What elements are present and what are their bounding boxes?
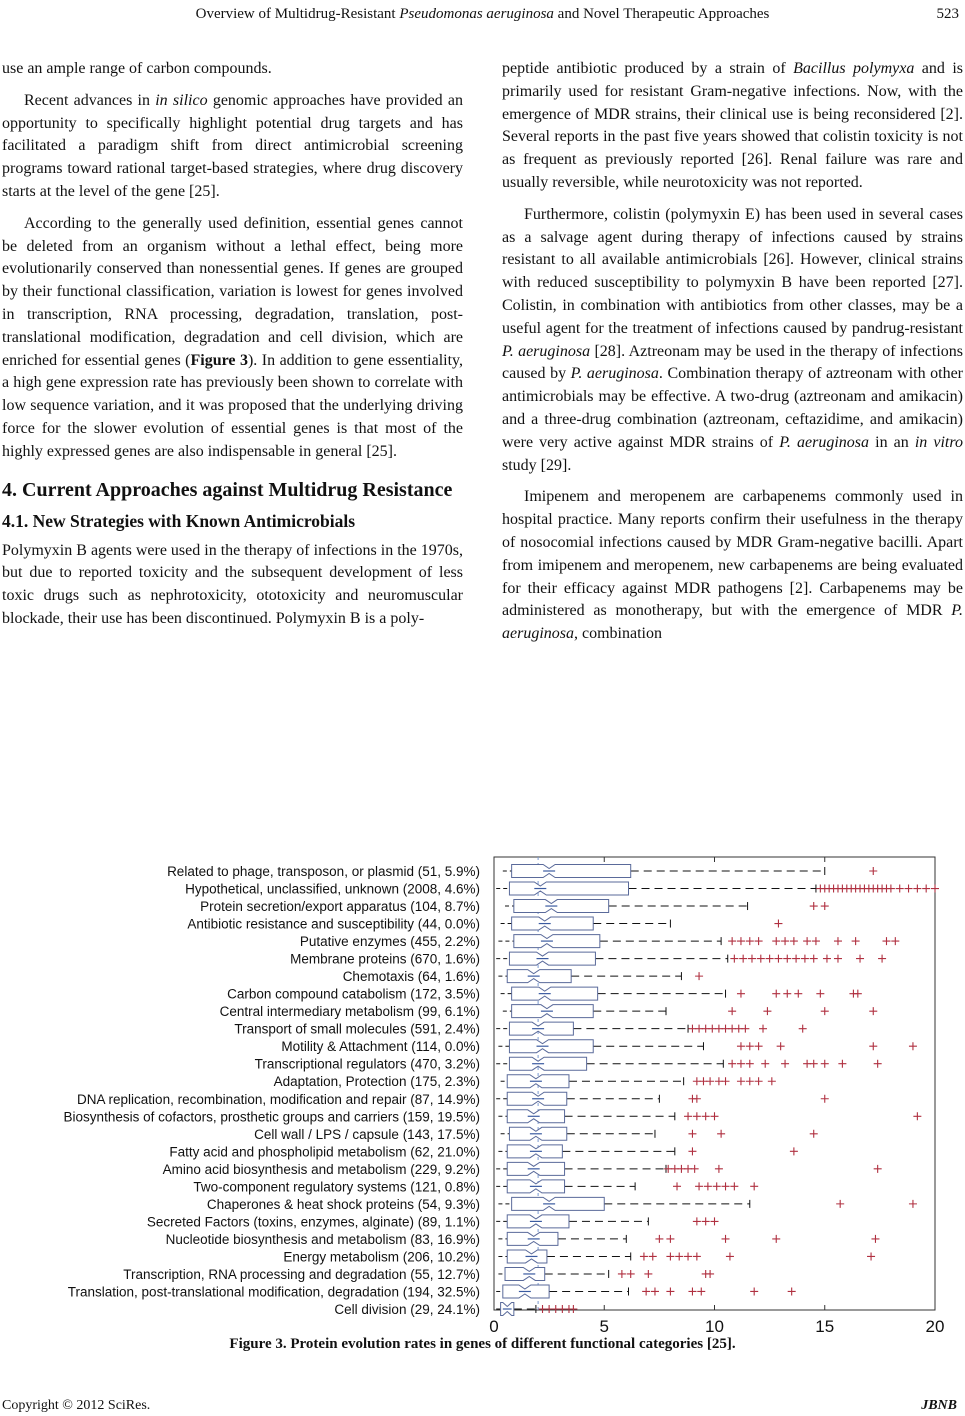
outlier-marker (838, 1060, 846, 1068)
category-label: Two-component regulatory systems (121, 0.8%) (193, 1179, 480, 1195)
outlier-marker (834, 937, 842, 945)
page-footer (2, 1398, 957, 1414)
outlier-marker (737, 990, 745, 998)
category-label: Protein secretion/export apparatus (104, 8.7%) (200, 899, 480, 915)
outlier-marker (882, 937, 890, 945)
outlier-marker (627, 1270, 635, 1278)
outlier-marker (774, 920, 782, 928)
box (509, 1057, 586, 1070)
outlier-marker (737, 1060, 745, 1068)
outlier-marker (706, 1270, 714, 1278)
outlier-marker (640, 1252, 648, 1260)
outlier-marker (878, 955, 886, 963)
text-run: Recent advances in (24, 91, 156, 109)
box (509, 882, 628, 895)
text-run: , combination (574, 625, 662, 643)
text-run: . Combination therapy of aztreonam with other antimicrobials may be effective. A two-drug (aztreonam and amikacin) and a three-drug combination (aztreonam, ceftazidime, and amikacin) were very active against MDR strains of (502, 365, 964, 451)
outlier-marker (688, 1147, 696, 1155)
outlier-marker (684, 1112, 692, 1120)
outlier-marker (726, 1252, 734, 1260)
figure-caption: Figure 3. Protein evolution rates in genes of different functional categories [25]. (229, 1336, 736, 1352)
outlier-marker (750, 1182, 758, 1190)
box (512, 865, 631, 878)
subsection-heading: 4.1. New Strategies with Known Antimicrobials (2, 510, 356, 531)
outlier-marker (702, 1217, 710, 1225)
journal-abbrev: JBNB (921, 1398, 957, 1413)
outlier-marker (891, 937, 899, 945)
outlier-marker (774, 955, 782, 963)
text-run-italic: in silico (155, 91, 208, 109)
outlier-marker (790, 937, 798, 945)
outlier-marker (755, 1077, 763, 1085)
outlier-marker (836, 1200, 844, 1208)
category-label: Hypothetical, unclassified, unknown (2008, 4.6%) (185, 881, 480, 897)
outlier-marker (801, 955, 809, 963)
outlier-marker (788, 1287, 796, 1295)
outlier-marker (748, 955, 756, 963)
paragraph (2, 213, 463, 464)
section-heading: 4. Current Approaches against Multidrug Resistance (2, 478, 453, 501)
category-label: Translation, post-translational modification, degradation (194, 32.5%) (67, 1284, 480, 1300)
category-label: Membrane proteins (670, 1.6%) (290, 951, 480, 967)
outlier-marker (783, 990, 791, 998)
text-run-italic: P. aeruginosa (570, 365, 659, 383)
outlier-marker (790, 1147, 798, 1155)
outlier-marker (715, 1165, 723, 1173)
category-label: Putative enzymes (455, 2.2%) (299, 934, 480, 950)
outlier-marker (711, 1217, 719, 1225)
outlier-marker (869, 867, 877, 875)
outlier-marker (746, 1060, 754, 1068)
category-label: Transport of small molecules (591, 2.4%) (234, 1021, 480, 1037)
category-label: Biosynthesis of cofactors, prosthetic groups and carriers (159, 19.5%) (63, 1109, 480, 1125)
box (512, 917, 594, 930)
outlier-marker (666, 1252, 674, 1260)
outlier-marker (867, 1252, 875, 1260)
outlier-marker (777, 1042, 785, 1050)
category-label: Fatty acid and phospholipid metabolism (62, 21.0%) (169, 1144, 480, 1160)
text-run: peptide antibiotic produced by a strain of (502, 60, 794, 77)
outlier-marker (887, 885, 895, 893)
box (514, 900, 609, 913)
outlier-marker (693, 1095, 701, 1103)
paragraph: use an ample range of carbon compounds. (2, 60, 272, 77)
outlier-marker (757, 955, 765, 963)
category-label: Chaperones & heat shock proteins (54, 9.3%) (206, 1196, 480, 1212)
outlier-marker (834, 955, 842, 963)
outlier-marker (737, 937, 745, 945)
outlier-marker (693, 1217, 701, 1225)
running-title-part: Overview of Multidrug-Resistant (195, 6, 400, 22)
outlier-marker (728, 1060, 736, 1068)
category-label: Related to phage, transposon, or plasmid (51, 5.9%) (167, 864, 480, 879)
outlier-marker (821, 902, 829, 910)
x-tick-label: 15 (815, 1317, 835, 1335)
outlier-marker (655, 1235, 663, 1243)
outlier-marker (856, 955, 864, 963)
outlier-marker (763, 1007, 771, 1015)
category-label: Chemotaxis (64, 1.6%) (342, 969, 480, 985)
outlier-marker (913, 885, 921, 893)
right-column (502, 58, 963, 655)
outlier-marker (722, 1077, 730, 1085)
outlier-marker (823, 955, 831, 963)
outlier-marker (737, 1042, 745, 1050)
outlier-marker (651, 1287, 659, 1295)
outlier-marker (783, 955, 791, 963)
x-tick-label: 20 (925, 1317, 945, 1335)
boxplot-chart (0, 855, 965, 1335)
paragraph (502, 58, 963, 195)
outlier-marker (821, 1007, 829, 1015)
outlier-marker (722, 1235, 730, 1243)
category-label: Adaptation, Protection (175, 2.3%) (273, 1074, 480, 1090)
outlier-marker (821, 1060, 829, 1068)
outlier-marker (869, 1007, 877, 1015)
outlier-marker (741, 1025, 749, 1033)
outlier-marker (755, 937, 763, 945)
running-title-part: and Novel Therapeutic Approaches (553, 6, 770, 22)
outlier-marker (642, 1287, 650, 1295)
outlier-marker (913, 1112, 921, 1120)
category-label: Central intermediary metabolism (99, 6.1%) (219, 1004, 480, 1020)
text-run-italic: in vitro (914, 433, 964, 451)
page-number: 523 (936, 6, 959, 22)
outlier-marker (772, 1235, 780, 1243)
outlier-marker (730, 1182, 738, 1190)
outlier-marker (792, 955, 800, 963)
box (512, 1197, 605, 1210)
outlier-marker (874, 1060, 882, 1068)
category-label: Antibiotic resistance and susceptibility (44, 0.0%) (187, 916, 480, 932)
outlier-marker (812, 937, 820, 945)
category-label: Secreted Factors (toxins, enzymes, alginate) (89, 1.1%) (146, 1214, 480, 1230)
box (509, 952, 595, 965)
outlier-marker (673, 1182, 681, 1190)
category-label: Energy metabolism (206, 10.2%) (283, 1249, 480, 1265)
outlier-marker (810, 1130, 818, 1138)
box (512, 987, 598, 1000)
paragraph (502, 486, 963, 646)
outlier-marker (746, 1077, 754, 1085)
x-tick-label: 10 (705, 1317, 724, 1335)
paragraph: Polymyxin B agents were used in the therapy of infections in the 1970s, but due to reported toxicity and the subsequent development of less toxic drugs such as nephrotoxicity, ototoxicity and neuromuscular blockade, their use has been discontinued. Polymyxin B is a poly- (2, 541, 463, 627)
outlier-marker (644, 1270, 652, 1278)
outlier-marker (794, 990, 802, 998)
outlier-marker (666, 1235, 674, 1243)
outlier-marker (896, 885, 904, 893)
outlier-marker (909, 1200, 917, 1208)
outlier-marker (704, 1182, 712, 1190)
outlier-marker (821, 1095, 829, 1103)
text-run: According to the generally used definition, essential genes cannot be deleted from an organism without a lethal effect, being more evolutionarily conserved than nonessential genes. If genes are grouped by their functional classification, variation is lowest for genes involved in transcription, RNA processing, degradation, translation, post-translational modification, degradation and cell division, which are enriched for essential genes ( (2, 214, 463, 369)
outlier-marker (905, 885, 913, 893)
outlier-marker (761, 1060, 769, 1068)
outlier-marker (713, 1182, 721, 1190)
category-label: Cell division (29, 24.1%) (334, 1302, 480, 1317)
text-run-italic: P. aeruginosa (502, 342, 591, 360)
outlier-marker (711, 1112, 719, 1120)
outlier-marker (728, 1007, 736, 1015)
box (509, 1040, 593, 1053)
outlier-marker (854, 990, 862, 998)
outlier-marker (799, 1025, 807, 1033)
outlier-marker (728, 937, 736, 945)
outlier-marker (772, 937, 780, 945)
outlier-marker (766, 955, 774, 963)
outlier-marker (706, 1077, 714, 1085)
text-run: Furthermore, colistin (polymyxin E) has been used in several cases as a salvage agent during therapy of infections caused by strains resistant to all available antimicrobials [26]. However, clinical strains with reduced susceptibility to polymyxin B have been reported [27]. Colistin, in combination with antibiotics from other classes, may be a useful agent for the treatment of infections caused by pandrug-resistant (502, 205, 963, 337)
text-run: and is primarily used for resistant Gram-negative infections. Now, with the emergence of MDR strains, their clinical use is being reconsidered [2]. Several reports in the past five years showed that colistin toxicity is not as frequent as previously reported [26]. Renal failure was rare and usually reversible, while neurotoxicity was not reported. (502, 60, 963, 191)
page-header (0, 6, 965, 26)
outlier-marker (746, 937, 754, 945)
outlier-marker (810, 902, 818, 910)
outlier-marker (666, 1287, 674, 1295)
text-run: study [29]. (502, 456, 572, 474)
outlier-marker (688, 1287, 696, 1295)
text-run: [28]. Aztreonam may be used in the therapy of infections caused by (502, 342, 964, 383)
outlier-marker (869, 1042, 877, 1050)
outlier-marker (874, 1165, 882, 1173)
outlier-marker (693, 1112, 701, 1120)
outlier-marker (909, 1042, 917, 1050)
outlier-marker (697, 1287, 705, 1295)
outlier-marker (746, 1042, 754, 1050)
outlier-marker (810, 1060, 818, 1068)
category-label: Motility & Attachment (114, 0.0%) (281, 1039, 480, 1055)
category-label: Transcription, RNA processing and degradation (55, 12.7%) (123, 1266, 480, 1282)
outlier-marker (649, 1252, 657, 1260)
outlier-marker (816, 990, 824, 998)
category-label: Transcriptional regulators (470, 3.2%) (254, 1056, 480, 1072)
outlier-marker (803, 937, 811, 945)
outlier-marker (737, 1077, 745, 1085)
text-run: genomic approaches have provided an opportunity to specifically highlight potential drug targets and has facilitated a paradigm shift from direct antimicrobial screening programs toward rational target-based strategies, where drug discovery starts at the level of the gene [25]. (2, 91, 464, 200)
category-label: Amino acid biosynthesis and metabolism (229, 9.2%) (162, 1161, 480, 1177)
x-tick-label: 0 (489, 1317, 499, 1335)
outlier-marker (781, 937, 789, 945)
outlier-marker (810, 955, 818, 963)
text-run-italic: Bacillus polymyxa (793, 60, 915, 77)
left-column (2, 58, 463, 640)
text-run: in an (869, 433, 915, 451)
outlier-marker (922, 885, 930, 893)
outlier-marker (675, 1252, 683, 1260)
outlier-marker (695, 1182, 703, 1190)
outlier-marker (691, 1165, 699, 1173)
figure-reference: Figure 3 (190, 351, 248, 369)
outlier-marker (569, 1305, 577, 1313)
running-title (0, 6, 965, 23)
running-title-italic: Pseudomonas aeruginosa (399, 6, 554, 22)
outlier-marker (739, 955, 747, 963)
box (514, 935, 600, 948)
outlier-marker (618, 1270, 626, 1278)
outlier-marker (688, 1130, 696, 1138)
outlier-marker (717, 1130, 725, 1138)
outlier-marker (750, 1287, 758, 1295)
category-label: Cell wall / LPS / capsule (143, 17.5%) (254, 1126, 480, 1142)
outlier-marker (931, 885, 939, 893)
paragraph (502, 204, 963, 478)
text-run-italic: P. aeruginosa (502, 602, 963, 643)
outlier-marker (730, 955, 738, 963)
outlier-marker (722, 1182, 730, 1190)
text-run: ). In addition to gene essentiality, a high gene expression rate has previously been shown to correlate with low sequence variation, and it was proposed that the underlying driving force for the slower evolution of essential genes is that most of the highly expressed genes are also indispensable in general [25]. (2, 351, 463, 460)
x-tick-label: 5 (599, 1317, 609, 1335)
outlier-marker (759, 1025, 767, 1033)
text-run: Imipenem and meropenem are carbapenems commonly used in hospital practice. Many reports confirm their usefulness in the therapy of nosocomial infections caused by MDR Gram-negative bacilli. Apart from imipenem and meropenem, new carbapenems are being evaluated for their efficacy against MDR pathogens [2]. Carbapenems may be administered as monotherapy, but with the emergence of MDR (502, 488, 963, 620)
copyright: Copyright © 2012 SciRes. (2, 1398, 151, 1413)
outlier-marker (702, 1112, 710, 1120)
category-label: DNA replication, recombination, modification and repair (87, 14.9%) (77, 1091, 480, 1107)
category-label: Carbon compound catabolism (172, 3.5%) (227, 986, 480, 1002)
outlier-marker (772, 990, 780, 998)
outlier-marker (852, 937, 860, 945)
outlier-marker (695, 972, 703, 980)
outlier-marker (871, 1235, 879, 1243)
paragraph (2, 90, 463, 204)
outlier-marker (684, 1252, 692, 1260)
outlier-marker (755, 1042, 763, 1050)
category-label: Nucleotide biosynthesis and metabolism (83, 16.9%) (165, 1231, 480, 1247)
figure-3 (0, 855, 965, 1335)
outlier-marker (768, 1077, 776, 1085)
outlier-marker (693, 1252, 701, 1260)
text-run-italic: P. aeruginosa (779, 433, 870, 451)
outlier-marker (781, 1060, 789, 1068)
